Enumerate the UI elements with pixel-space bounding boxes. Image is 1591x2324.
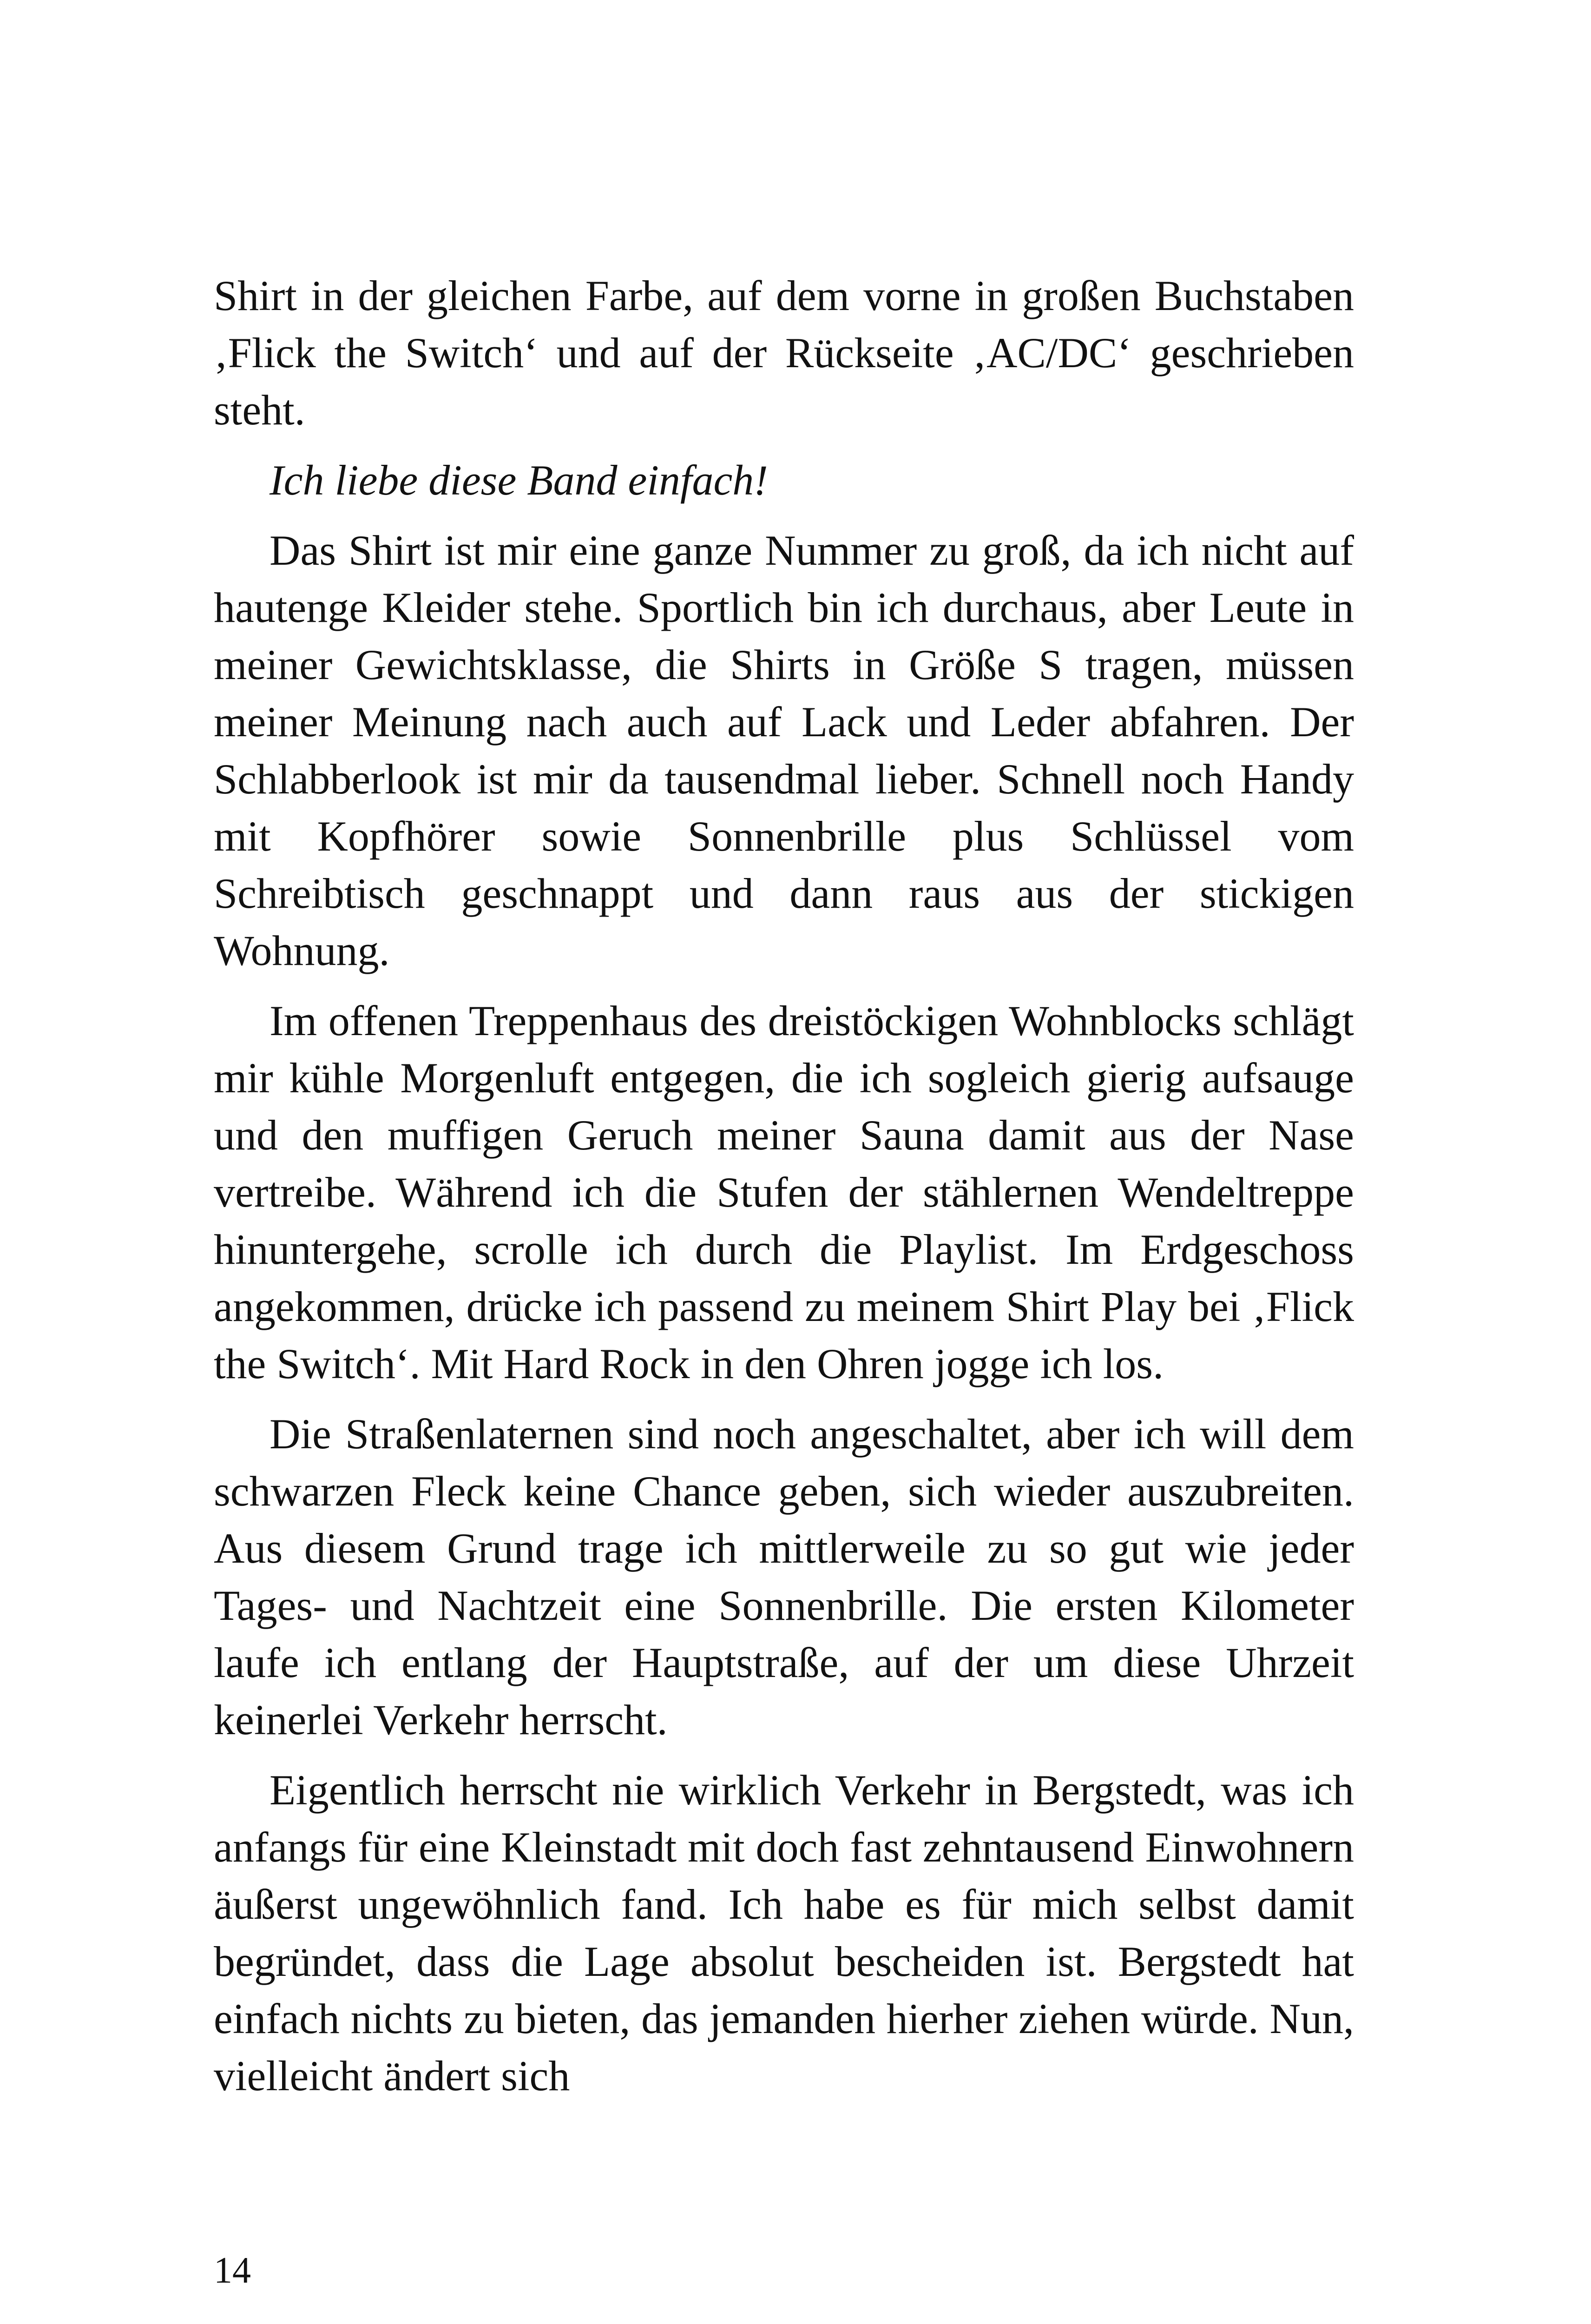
- page-number: 14: [214, 2250, 251, 2291]
- paragraph-stairwell: Im offenen Treppenhaus des dreistöckigen Wohnblocks schlägt mir kühle Morgenluft entgegen, die ich sogleich gierig aufsauge und den muffigen Geruch meiner Sauna damit aus der Nase vertreibe. Während ich die Stufen der stählernen Wendeltreppe hinuntergehe, scrolle ich durch die Playlist. Im Erdgeschoss angekommen, drücke ich passend zu meinem Shirt Play bei ‚Flick the Switch‘. Mit Hard Rock in den Ohren jogge ich los.: [214, 997, 1354, 1387]
- paragraph-continuation: Shirt in der gleichen Farbe, auf dem vorne in großen Buchstaben ‚Flick the Switch‘ und auf der Rückseite ‚AC/DC‘ geschrieben steht.: [214, 272, 1354, 434]
- paragraph-shirt: Das Shirt ist mir eine ganze Nummer zu groß, da ich nicht auf hautenge Kleider stehe. Sportlich bin ich durchaus, aber Leute in meiner Gewichtsklasse, die Shirts in Größe S tragen, müssen meiner Meinung nach auch auf Lack und Leder abfahren. Der Schlabberlook ist mir da tausendmal lieber. Schnell noch Handy mit Kopfhörer sowie Sonnenbrille plus Schlüssel vom Schreibtisch geschnappt und dann raus aus der stickigen Wohnung.: [214, 527, 1354, 974]
- paragraph-italic-thought: Ich liebe diese Band einfach!: [270, 456, 768, 504]
- paragraph-bergstedt: Eigentlich herrscht nie wirklich Verkehr in Bergstedt, was ich anfangs für eine Kleinstadt mit doch fast zehntausend Einwohnern äußerst ungewöhnlich fand. Ich habe es für mich selbst damit begründet, dass die Lage absolut bescheiden ist. Bergstedt hat einfach nichts zu bieten, das jemanden hierher ziehen würde. Nun, vielleicht ändert sich: [214, 1766, 1354, 2100]
- paragraph-streetlights: Die Straßenlaternen sind noch angeschaltet, aber ich will dem schwarzen Fleck keine Chance geben, sich wieder auszubreiten. Aus diesem Grund trage ich mittlerweile zu so gut wie jeder Tages- und Nachtzeit eine Sonnenbrille. Die ersten Kilometer laufe ich entlang der Hauptstraße, auf der um diese Uhrzeit keinerlei Verkehr herrscht.: [214, 1410, 1354, 1743]
- body-text: [214, 267, 1354, 2105]
